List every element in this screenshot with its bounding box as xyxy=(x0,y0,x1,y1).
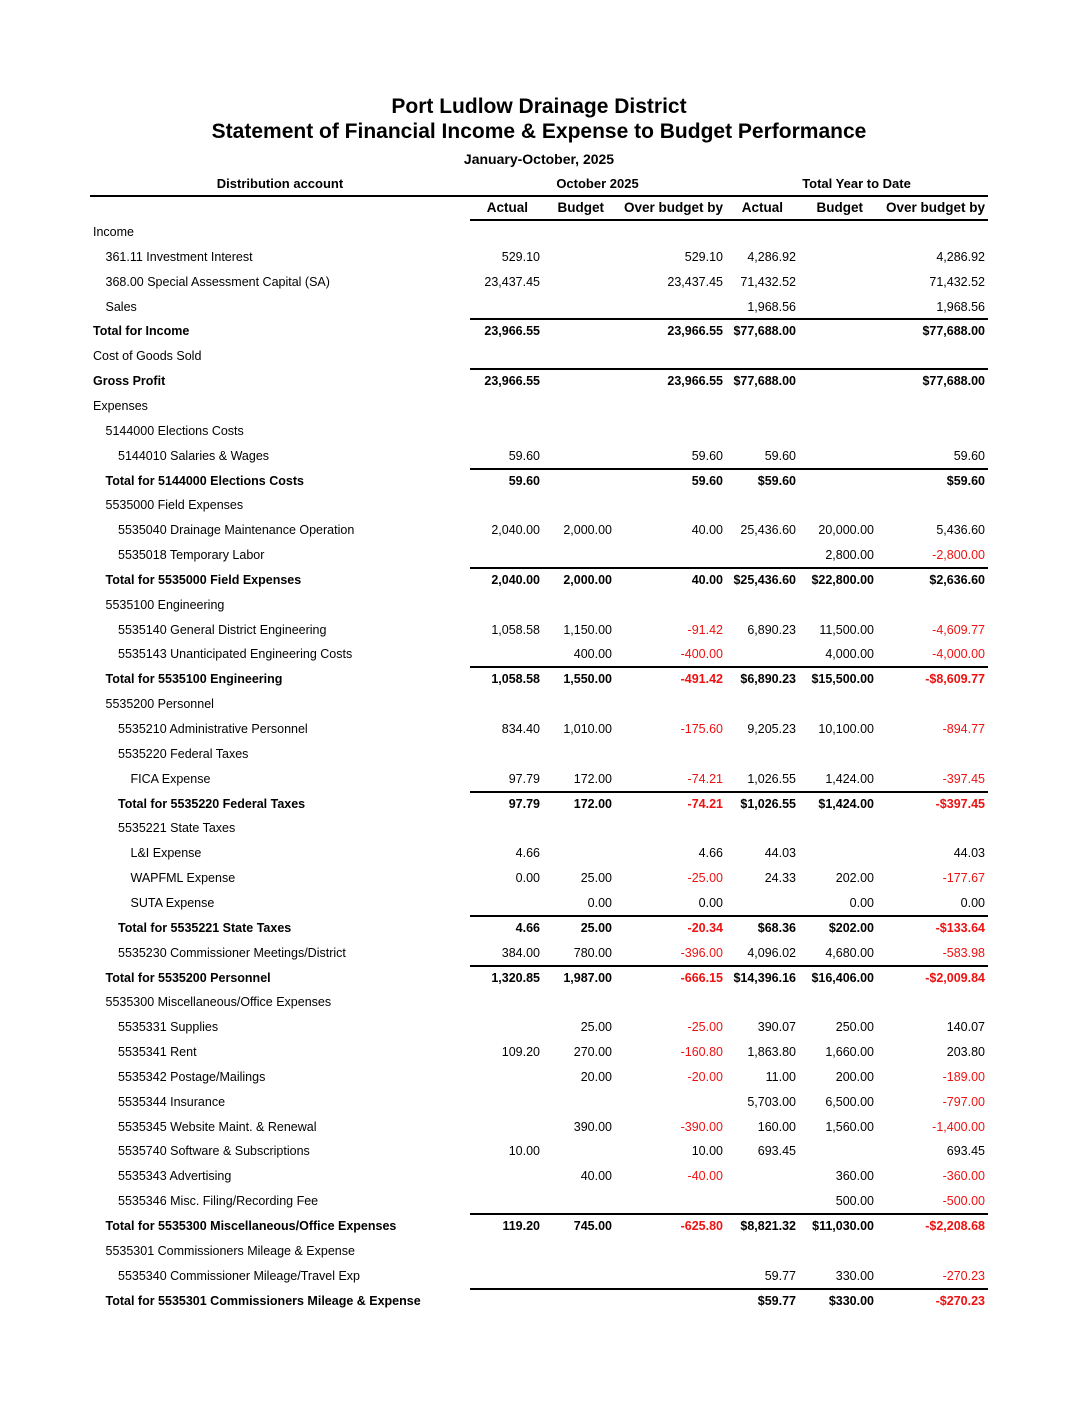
cell-ytd-budget: 1,560.00 xyxy=(825,1120,874,1134)
table-total-row xyxy=(0,797,1088,821)
cell-ytd-over: -177.67 xyxy=(942,871,985,885)
cell-month-over: -666.15 xyxy=(680,971,723,985)
cell-month-over: -400.00 xyxy=(680,647,723,661)
cell-ytd-over: -2,800.00 xyxy=(932,548,985,562)
table-row xyxy=(0,1020,1088,1044)
cell-ytd-budget: 20,000.00 xyxy=(818,523,874,537)
header-top-rule xyxy=(90,195,988,197)
cell-month-actual: 2,040.00 xyxy=(491,573,540,587)
cell-ytd-actual: 4,286.92 xyxy=(747,250,796,264)
table-row xyxy=(0,1095,1088,1119)
cell-month-actual: 4.66 xyxy=(515,921,540,935)
cell-ytd-over: -583.98 xyxy=(942,946,985,960)
cell-ytd-actual: 160.00 xyxy=(757,1120,796,1134)
table-total-row xyxy=(0,474,1088,498)
table-row xyxy=(0,1120,1088,1144)
account-label: SUTA Expense xyxy=(130,896,215,910)
account-label: Total for 5535000 Field Expenses xyxy=(105,573,302,587)
cell-month-budget: 25.00 xyxy=(580,1020,612,1034)
cell-ytd-over: -397.45 xyxy=(942,772,985,786)
table-row xyxy=(0,275,1088,299)
cell-ytd-actual: $77,688.00 xyxy=(733,374,796,388)
cell-ytd-over: -$133.64 xyxy=(935,921,985,935)
table-row xyxy=(0,598,1088,622)
cell-ytd-over: 59.60 xyxy=(953,449,985,463)
account-label: FICA Expense xyxy=(130,772,211,786)
cell-month-actual: 1,058.58 xyxy=(491,623,540,637)
cell-month-over: -20.34 xyxy=(687,921,723,935)
table-row xyxy=(0,1144,1088,1168)
header-bottom-rule xyxy=(470,219,988,221)
table-row xyxy=(0,747,1088,771)
cell-ytd-budget: $16,406.00 xyxy=(811,971,874,985)
cell-ytd-over: -$2,208.68 xyxy=(925,1219,985,1233)
account-label: 5535340 Commissioner Mileage/Travel Exp xyxy=(118,1269,361,1283)
cell-ytd-over: -894.77 xyxy=(942,722,985,736)
cell-ytd-actual: 25,436.60 xyxy=(740,523,796,537)
cell-month-over: 23,966.55 xyxy=(667,374,723,388)
cell-month-budget: 745.00 xyxy=(573,1219,612,1233)
table-total-row xyxy=(0,573,1088,597)
cell-ytd-over: -797.00 xyxy=(942,1095,985,1109)
col-header-month-actual: Actual xyxy=(486,200,528,215)
cell-month-over: 0.00 xyxy=(698,896,723,910)
cell-month-over: -160.80 xyxy=(680,1045,723,1059)
cell-ytd-budget: 4,680.00 xyxy=(825,946,874,960)
cell-ytd-actual: $14,396.16 xyxy=(733,971,796,985)
cell-month-over: 40.00 xyxy=(691,573,723,587)
cell-month-actual: 2,040.00 xyxy=(491,523,540,537)
account-label: 5535000 Field Expenses xyxy=(105,498,244,512)
cell-month-budget: 2,000.00 xyxy=(563,573,612,587)
account-label: 5535018 Temporary Labor xyxy=(118,548,265,562)
col-header-ytd-over: Over budget by xyxy=(885,200,985,215)
cell-ytd-actual: $77,688.00 xyxy=(733,324,796,338)
cell-month-over: -396.00 xyxy=(680,946,723,960)
account-label: 5535143 Unanticipated Engineering Costs xyxy=(118,647,353,661)
cell-ytd-over: -4,609.77 xyxy=(932,623,985,637)
cell-month-budget: 2,000.00 xyxy=(563,523,612,537)
account-label: 5535220 Federal Taxes xyxy=(118,747,249,761)
cell-month-over: -74.21 xyxy=(687,797,723,811)
cell-ytd-actual: 11.00 xyxy=(765,1070,796,1084)
month-group-header: October 2025 xyxy=(556,176,639,191)
report-period: January-October, 2025 xyxy=(463,151,615,167)
account-label: 5535100 Engineering xyxy=(105,598,225,612)
cell-month-budget: 1,987.00 xyxy=(563,971,612,985)
ytd-group-header: Total Year to Date xyxy=(802,176,911,191)
cell-ytd-budget: 360.00 xyxy=(835,1169,874,1183)
cell-ytd-budget: 500.00 xyxy=(835,1194,874,1208)
account-label: L&I Expense xyxy=(130,846,202,860)
cell-ytd-budget: 4,000.00 xyxy=(825,647,874,661)
cell-ytd-over: 44.03 xyxy=(953,846,985,860)
report-title: Statement of Financial Income & Expense to Budget Performance xyxy=(211,120,867,143)
cell-ytd-over: -1,400.00 xyxy=(932,1120,985,1134)
account-label: 5535210 Administrative Personnel xyxy=(118,722,308,736)
cell-ytd-budget: 330.00 xyxy=(835,1269,874,1283)
cell-ytd-budget: 11,500.00 xyxy=(819,623,874,637)
table-row xyxy=(0,846,1088,870)
account-label: 5144000 Elections Costs xyxy=(105,424,244,438)
cell-month-budget: 172.00 xyxy=(573,797,612,811)
table-total-row xyxy=(0,672,1088,696)
cell-ytd-over: 203.80 xyxy=(946,1045,985,1059)
total-rule xyxy=(470,318,988,320)
account-label: 5535740 Software & Subscriptions xyxy=(118,1144,310,1158)
col-header-ytd-budget: Budget xyxy=(816,200,863,215)
cell-ytd-actual: $6,890.23 xyxy=(740,672,796,686)
cell-month-budget: 20.00 xyxy=(580,1070,612,1084)
cell-ytd-budget: 0.00 xyxy=(849,896,874,910)
total-rule xyxy=(470,965,988,967)
cell-month-actual: 529.10 xyxy=(501,250,540,264)
cell-ytd-over: -$270.23 xyxy=(935,1294,985,1308)
cell-ytd-over: -270.23 xyxy=(942,1269,985,1283)
cell-month-budget: 0.00 xyxy=(587,896,612,910)
cell-month-actual: 23,966.55 xyxy=(484,374,540,388)
cell-month-budget: 390.00 xyxy=(573,1120,612,1134)
table-row xyxy=(0,498,1088,522)
cell-ytd-over: $2,636.60 xyxy=(929,573,985,587)
cell-month-budget: 400.00 xyxy=(573,647,612,661)
cell-month-budget: 780.00 xyxy=(573,946,612,960)
account-label: Total for Income xyxy=(93,324,190,338)
cell-month-over: -175.60 xyxy=(680,722,723,736)
table-row xyxy=(0,722,1088,746)
account-label: 361.11 Investment Interest xyxy=(105,250,253,264)
cell-ytd-over: 4,286.92 xyxy=(936,250,985,264)
cell-ytd-actual: 9,205.23 xyxy=(747,722,796,736)
account-label: Total for 5535300 Miscellaneous/Office Expenses xyxy=(105,1219,397,1233)
table-row xyxy=(0,300,1088,324)
cell-month-actual: 384.00 xyxy=(501,946,540,960)
account-label: WAPFML Expense xyxy=(130,871,236,885)
table-row xyxy=(0,523,1088,547)
total-rule xyxy=(470,791,988,793)
cell-ytd-over: 71,432.52 xyxy=(929,275,985,289)
account-label: Total for 5535221 State Taxes xyxy=(118,921,292,935)
total-rule xyxy=(470,915,988,917)
cell-ytd-budget: $1,424.00 xyxy=(818,797,874,811)
cell-ytd-budget: 202.00 xyxy=(835,871,874,885)
cell-month-budget: 270.00 xyxy=(573,1045,612,1059)
cell-month-actual: 59.60 xyxy=(508,449,540,463)
account-label: 368.00 Special Assessment Capital (SA) xyxy=(105,275,330,289)
total-rule xyxy=(470,1288,988,1290)
table-row xyxy=(0,697,1088,721)
total-rule xyxy=(470,1213,988,1215)
cell-month-over: -40.00 xyxy=(687,1169,723,1183)
cell-month-over: 23,437.45 xyxy=(667,275,723,289)
account-label: 5535346 Misc. Filing/Recording Fee xyxy=(118,1194,319,1208)
account-label: Expenses xyxy=(93,399,148,413)
table-total-row xyxy=(0,1219,1088,1243)
cell-month-over: -74.21 xyxy=(687,772,723,786)
account-label: Sales xyxy=(105,300,137,314)
cell-ytd-actual: 390.07 xyxy=(757,1020,796,1034)
cell-ytd-actual: $25,436.60 xyxy=(733,573,796,587)
account-label: 5535221 State Taxes xyxy=(118,821,236,835)
cell-month-budget: 172.00 xyxy=(573,772,612,786)
cell-ytd-budget: $15,500.00 xyxy=(811,672,874,686)
account-label: 5535331 Supplies xyxy=(118,1020,219,1034)
account-label: Cost of Goods Sold xyxy=(93,349,202,363)
account-label: 5535342 Postage/Mailings xyxy=(118,1070,266,1084)
table-row xyxy=(0,250,1088,274)
cell-ytd-actual: $68.36 xyxy=(757,921,796,935)
cell-ytd-over: $59.60 xyxy=(946,474,985,488)
cell-ytd-actual: 4,096.02 xyxy=(747,946,796,960)
cell-month-actual: 59.60 xyxy=(508,474,540,488)
cell-ytd-over: -4,000.00 xyxy=(932,647,985,661)
cell-month-actual: 10.00 xyxy=(508,1144,540,1158)
cell-ytd-over: 0.00 xyxy=(960,896,985,910)
cell-ytd-budget: 200.00 xyxy=(835,1070,874,1084)
account-label: Total for 5144000 Elections Costs xyxy=(105,474,304,488)
cell-ytd-budget: 1,424.00 xyxy=(825,772,874,786)
table-row xyxy=(0,821,1088,845)
cell-ytd-budget: $330.00 xyxy=(828,1294,874,1308)
table-row xyxy=(0,1045,1088,1069)
account-label: Total for 5535200 Personnel xyxy=(105,971,271,985)
cell-ytd-over: $77,688.00 xyxy=(922,324,985,338)
cell-ytd-over: 693.45 xyxy=(946,1144,985,1158)
total-rule xyxy=(470,368,988,370)
cell-month-actual: 119.20 xyxy=(502,1219,540,1233)
total-rule xyxy=(470,666,988,668)
account-label: Gross Profit xyxy=(93,374,166,388)
cell-month-over: -491.42 xyxy=(680,672,723,686)
table-row xyxy=(0,623,1088,647)
total-rule xyxy=(470,468,988,470)
cell-ytd-over: -500.00 xyxy=(942,1194,985,1208)
cell-month-over: -25.00 xyxy=(687,871,723,885)
table-row xyxy=(0,1169,1088,1193)
cell-month-actual: 97.79 xyxy=(508,772,540,786)
cell-ytd-actual: 44.03 xyxy=(764,846,796,860)
cell-ytd-actual: 1,026.55 xyxy=(747,772,796,786)
table-row xyxy=(0,225,1088,249)
col-header-month-budget: Budget xyxy=(557,200,604,215)
cell-month-budget: 40.00 xyxy=(580,1169,612,1183)
account-label: 5535300 Miscellaneous/Office Expenses xyxy=(105,995,332,1009)
cell-ytd-actual: $1,026.55 xyxy=(740,797,796,811)
cell-ytd-actual: $8,821.32 xyxy=(740,1219,796,1233)
cell-ytd-actual: 71,432.52 xyxy=(740,275,796,289)
cell-ytd-actual: $59.77 xyxy=(757,1294,796,1308)
account-label: 5535230 Commissioner Meetings/District xyxy=(118,946,346,960)
account-column-header: Distribution account xyxy=(216,176,344,191)
account-label: Income xyxy=(93,225,134,239)
cell-ytd-over: $77,688.00 xyxy=(922,374,985,388)
cell-month-over: 59.60 xyxy=(691,474,723,488)
cell-month-actual: 23,966.55 xyxy=(484,324,540,338)
table-row xyxy=(0,1244,1088,1268)
cell-ytd-actual: 5,703.00 xyxy=(747,1095,796,1109)
col-header-month-over: Over budget by xyxy=(623,200,723,215)
table-total-row xyxy=(0,1294,1088,1318)
cell-ytd-budget: 6,500.00 xyxy=(825,1095,874,1109)
cell-ytd-over: -$8,609.77 xyxy=(925,672,985,686)
cell-month-budget: 1,010.00 xyxy=(563,722,612,736)
cell-month-budget: 25.00 xyxy=(580,921,612,935)
table-row xyxy=(0,399,1088,423)
cell-month-actual: 109.20 xyxy=(501,1045,540,1059)
account-label: 5535200 Personnel xyxy=(105,697,214,711)
cell-month-actual: 0.00 xyxy=(515,871,540,885)
cell-month-over: 23,966.55 xyxy=(667,324,723,338)
cell-ytd-actual: 1,968.56 xyxy=(747,300,796,314)
cell-ytd-actual: 59.60 xyxy=(764,449,796,463)
cell-ytd-budget: $22,800.00 xyxy=(811,573,874,587)
account-label: 5535344 Insurance xyxy=(118,1095,226,1109)
cell-ytd-over: -189.00 xyxy=(942,1070,985,1084)
cell-month-over: -91.42 xyxy=(687,623,723,637)
table-total-row xyxy=(0,971,1088,995)
account-label: Total for 5535301 Commissioners Mileage & Expense xyxy=(105,1294,421,1308)
account-label: 5144010 Salaries & Wages xyxy=(118,449,270,463)
cell-ytd-over: -360.00 xyxy=(942,1169,985,1183)
cell-ytd-over: 5,436.60 xyxy=(936,523,985,537)
account-label: 5535140 General District Engineering xyxy=(118,623,327,637)
total-rule xyxy=(470,567,988,569)
col-header-ytd-actual: Actual xyxy=(741,200,783,215)
table-row xyxy=(0,424,1088,448)
cell-ytd-over: -$397.45 xyxy=(935,797,985,811)
cell-month-actual: 23,437.45 xyxy=(484,275,540,289)
cell-month-over: 40.00 xyxy=(691,523,723,537)
cell-month-actual: 97.79 xyxy=(508,797,540,811)
cell-ytd-actual: 693.45 xyxy=(757,1144,796,1158)
cell-ytd-budget: 250.00 xyxy=(835,1020,874,1034)
report-title-org: Port Ludlow Drainage District xyxy=(391,95,687,118)
cell-ytd-budget: 10,100.00 xyxy=(818,722,874,736)
cell-month-over: 59.60 xyxy=(691,449,723,463)
account-label: 5535343 Advertising xyxy=(118,1169,232,1183)
cell-month-over: 10.00 xyxy=(691,1144,723,1158)
cell-month-over: 4.66 xyxy=(698,846,723,860)
cell-ytd-actual: $59.60 xyxy=(757,474,796,488)
cell-ytd-actual: 59.77 xyxy=(764,1269,796,1283)
cell-month-over: 529.10 xyxy=(684,250,723,264)
cell-month-actual: 834.40 xyxy=(501,722,540,736)
cell-ytd-budget: $11,030.00 xyxy=(812,1219,874,1233)
cell-month-actual: 1,320.85 xyxy=(491,971,540,985)
cell-ytd-over: -$2,009.84 xyxy=(925,971,985,985)
cell-ytd-budget: 1,660.00 xyxy=(825,1045,874,1059)
table-row xyxy=(0,871,1088,895)
table-total-row xyxy=(0,921,1088,945)
cell-ytd-actual: 6,890.23 xyxy=(747,623,796,637)
cell-month-over: -20.00 xyxy=(687,1070,723,1084)
cell-ytd-actual: 24.33 xyxy=(764,871,796,885)
cell-ytd-over: 140.07 xyxy=(946,1020,985,1034)
cell-month-over: -25.00 xyxy=(687,1020,723,1034)
cell-month-over: -390.00 xyxy=(680,1120,723,1134)
cell-ytd-budget: 2,800.00 xyxy=(825,548,874,562)
account-label: Total for 5535100 Engineering xyxy=(105,672,283,686)
table-total-row xyxy=(0,374,1088,398)
table-row xyxy=(0,1070,1088,1094)
cell-month-budget: 25.00 xyxy=(580,871,612,885)
table-row xyxy=(0,995,1088,1019)
cell-ytd-actual: 1,863.80 xyxy=(747,1045,796,1059)
table-total-row xyxy=(0,324,1088,348)
cell-ytd-budget: $202.00 xyxy=(828,921,874,935)
cell-month-actual: 4.66 xyxy=(515,846,540,860)
cell-ytd-over: 1,968.56 xyxy=(936,300,985,314)
account-label: 5535301 Commissioners Mileage & Expense xyxy=(105,1244,355,1258)
account-label: Total for 5535220 Federal Taxes xyxy=(118,797,306,811)
cell-month-actual: 1,058.58 xyxy=(491,672,540,686)
cell-month-budget: 1,550.00 xyxy=(563,672,612,686)
account-label: 5535345 Website Maint. & Renewal xyxy=(118,1120,317,1134)
account-label: 5535040 Drainage Maintenance Operation xyxy=(118,523,355,537)
account-label: 5535341 Rent xyxy=(118,1045,197,1059)
cell-month-budget: 1,150.00 xyxy=(563,623,612,637)
cell-month-over: -625.80 xyxy=(680,1219,723,1233)
